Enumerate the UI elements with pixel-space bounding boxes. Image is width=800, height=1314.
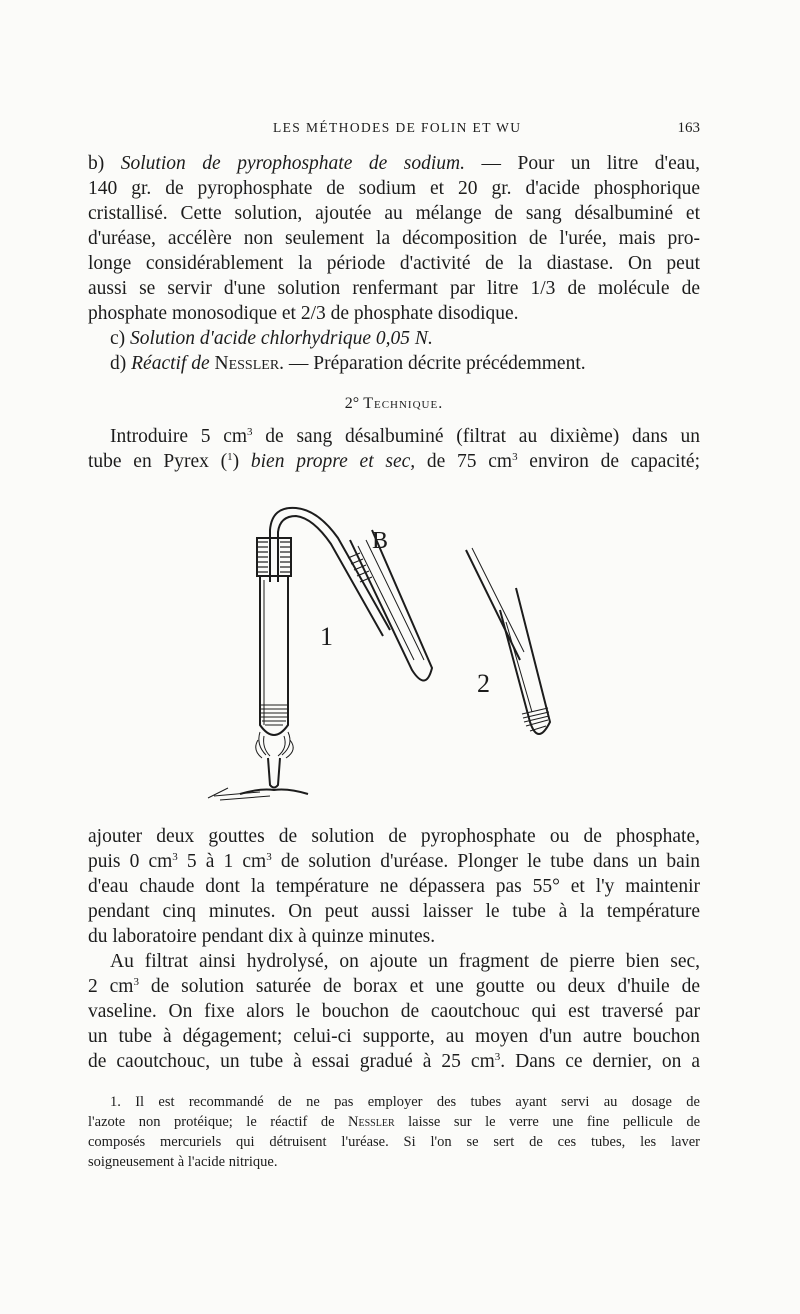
intro-text: ) [232,451,251,472]
superscript: 3 [512,451,518,463]
para2-line-1: Au filtrat ainsi hydrolysé, on ajoute un fragment de pierre bien sec, [110,951,700,972]
footnote-text: laisse sur le verre une fine pellicule de [394,1114,701,1130]
section-c [110,327,700,351]
figure-label-1: 1 [320,622,333,651]
body-text: de solution d'uréase. Plonger le tube dans un bain [271,851,700,872]
para2-line-2 [88,975,700,999]
footnote-line-2 [88,1112,700,1132]
superscript: 3 [247,426,253,438]
body-text: puis 0 cm [88,851,173,872]
section-d-author: Nessler. [214,353,285,374]
after-fig-line-3: d'eau chaude dont la température ne dépassera pas 55° et l'y maintenir [88,876,700,897]
body-text: de solution saturée de borax et une goutte ou deux d'huile de [138,976,700,997]
intro-text: de sang désalbuminé (filtrat au dixième) dans un [252,426,701,447]
tube-2-outline [500,588,550,734]
figure-label-b: B [372,528,389,554]
section-b-line-6: aussi se servir d'une solution renfermant par litre 1/3 de molécule de [88,278,700,299]
para2-line-5 [88,1050,700,1074]
intro-text: Introduire 5 cm [110,426,248,447]
burner-stand [268,758,280,788]
section-d-title: Réactif de [131,353,210,374]
footnote-line-1: 1. Il est recommandé de ne pas employer des tubes ayant servi au dosage de [110,1094,700,1110]
intro-text: environ de capacité; [517,451,701,472]
superscript: 3 [133,976,139,988]
section-d-rest: — Préparation décrite précédemment. [288,353,586,374]
footnote-line-4: soigneusement à l'acide nitrique. [88,1154,278,1170]
running-head: LES MÉTHODES DE FOLIN ET WU [273,120,522,135]
page-number: 163 [677,120,700,136]
section-c-title: Solution d'acide chlorhydrique 0,05 N. [130,328,433,349]
technique-title: Technique. [363,395,444,412]
body-text: 2 cm [88,976,134,997]
tube-2-inner-tube [466,550,520,660]
superscript: 3 [172,851,178,863]
intro-text: tube en Pyrex ( [88,451,228,472]
rubber-stopper [257,538,291,576]
superscript: 3 [266,851,272,863]
section-b-line-2: 140 gr. de pyrophosphate de sodium et 20 gr. d'acide phosphorique [88,178,700,199]
section-b-line-1 [88,152,700,176]
tube-1-liquid [261,705,287,725]
body-text: 5 à 1 cm [177,851,267,872]
footnote-line-3: composés mercuriels qui détruisent l'uréase. Si l'on se sert de ces tubes, les laver [88,1134,700,1150]
intro-line-1 [110,425,700,449]
footnote-author: Nessler [348,1114,395,1130]
body-text: . Dans ce dernier, on a [500,1051,701,1072]
section-d-label: d) [110,353,127,374]
after-fig-line-1: ajouter deux gouttes de solution de pyrophosphate ou de phosphate, [88,826,700,847]
para2-line-4: un tube à dégagement; celui-ci supporte, au moyen d'un autre bouchon [88,1026,700,1047]
section-b-line-7: phosphate monosodique et 2/3 de phosphate disodique. [88,303,519,324]
tube-b-outline [350,530,432,681]
section-b-line-1-rest: — Pour un litre d'eau, [481,153,701,174]
tube-2-liquid [522,708,549,731]
technique-number: 2° [344,395,360,412]
figure-label-2: 2 [477,669,490,698]
section-d [110,352,700,376]
section-c-label: c) [110,328,126,349]
superscript: 3 [494,1051,501,1063]
intro-emphasis: bien propre et sec, [250,451,416,472]
section-b-title: Solution de pyrophosphate de sodium. [120,153,466,174]
after-fig-line-5: du laboratoire pendant dix à quinze minutes. [88,926,436,947]
after-fig-line-4: pendant cinq minutes. On peut aussi laisser le tube à la température [88,901,700,922]
apparatus-figure [200,500,580,810]
footnote-ref: 1 [227,451,233,463]
page-header [88,120,700,142]
section-b-line-5: longe considérablement la période d'activité de la diastase. On peut [88,253,700,274]
technique-heading [88,392,700,416]
section-b-line-3: cristallisé. Cette solution, ajoutée au mélange de sang désalbuminé et [88,203,700,224]
footnote-text: l'azote non protéique; le réactif de [88,1114,349,1130]
section-b-label: b) [88,153,105,174]
body-text: de caoutchouc, un tube à essai gradué à 25 cm [88,1051,495,1072]
intro-text: de 75 cm [415,451,513,472]
intro-line-2 [88,450,700,474]
after-fig-line-2 [88,850,700,874]
para2-line-3: vaseline. On fixe alors le bouchon de caoutchouc qui est traversé par [88,1001,700,1022]
section-b-line-4: d'uréase, accélère non seulement la décomposition de l'urée, mais pro- [88,228,700,249]
